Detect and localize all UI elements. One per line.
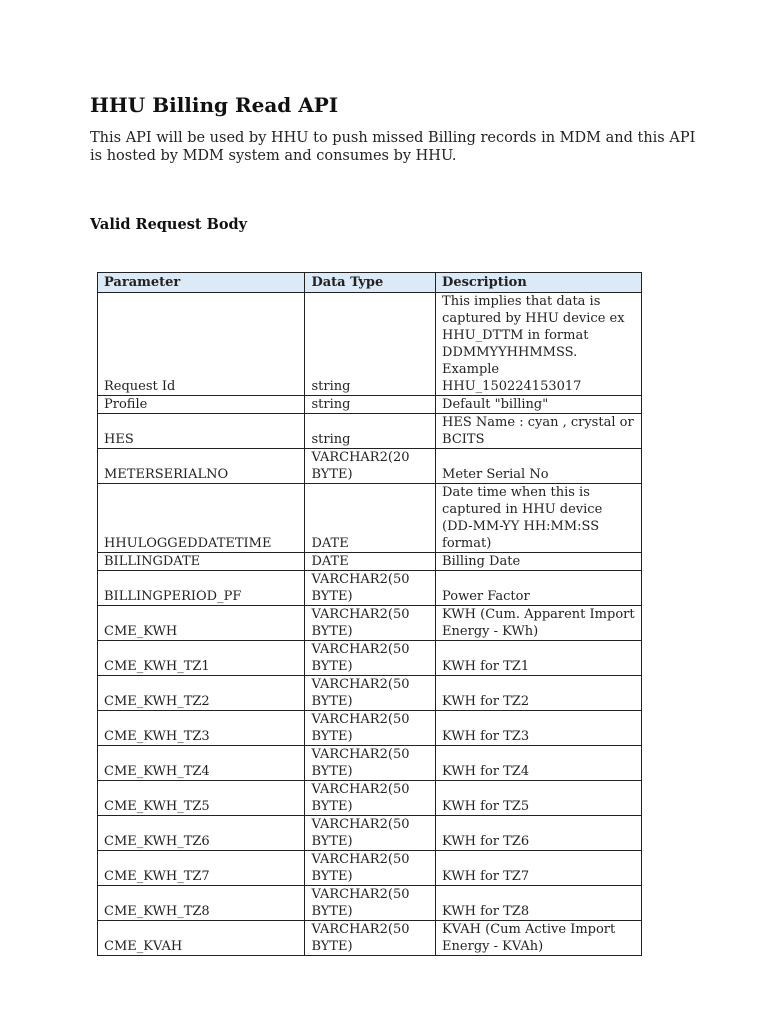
table-row [98, 816, 642, 851]
table-row [98, 851, 642, 886]
description-cell: KWH for TZ8 [436, 886, 642, 921]
table-body [98, 293, 642, 956]
table-row [98, 676, 642, 711]
description-cell: HES Name : cyan , crystal or BCITS [436, 414, 642, 449]
parameter-cell: CME_KWH_TZ5 [98, 781, 305, 816]
parameter-cell: HES [98, 414, 305, 449]
column-header-data-type: Data Type [305, 273, 436, 293]
table-row [98, 921, 642, 956]
parameter-cell: CME_KWH [98, 606, 305, 641]
request-body-table [97, 272, 642, 956]
description-cell: Meter Serial No [436, 449, 642, 484]
parameter-cell: BILLINGDATE [98, 553, 305, 571]
table-row [98, 711, 642, 746]
description-cell: This implies that data is captured by HHU device ex HHU_DTTM in format DDMMYYHHMMSS. Example HHU_150224153017 [436, 293, 642, 396]
table-row [98, 781, 642, 816]
parameter-cell: HHULOGGEDDATETIME [98, 484, 305, 553]
parameter-cell: Request Id [98, 293, 305, 396]
column-header-parameter: Parameter [98, 273, 305, 293]
data-type-cell: VARCHAR2(50 BYTE) [305, 851, 436, 886]
description-cell: Default "billing" [436, 396, 642, 414]
parameter-cell: CME_KVAH [98, 921, 305, 956]
parameter-cell: METERSERIALNO [98, 449, 305, 484]
description-cell: Billing Date [436, 553, 642, 571]
description-cell: KWH (Cum. Apparent Import Energy - KWh) [436, 606, 642, 641]
table-row [98, 449, 642, 484]
data-type-cell: DATE [305, 484, 436, 553]
data-type-cell: string [305, 414, 436, 449]
table-row [98, 553, 642, 571]
parameter-cell: CME_KWH_TZ1 [98, 641, 305, 676]
data-type-cell: string [305, 293, 436, 396]
parameter-cell: BILLINGPERIOD_PF [98, 571, 305, 606]
data-type-cell: VARCHAR2(50 BYTE) [305, 641, 436, 676]
description-cell: KWH for TZ4 [436, 746, 642, 781]
table-row [98, 746, 642, 781]
parameter-cell: CME_KWH_TZ4 [98, 746, 305, 781]
table-row [98, 641, 642, 676]
data-type-cell: VARCHAR2(50 BYTE) [305, 886, 436, 921]
description-cell: KWH for TZ1 [436, 641, 642, 676]
data-type-cell: VARCHAR2(50 BYTE) [305, 746, 436, 781]
description-cell: KWH for TZ2 [436, 676, 642, 711]
parameter-cell: CME_KWH_TZ2 [98, 676, 305, 711]
table-row [98, 484, 642, 553]
table-row [98, 293, 642, 396]
page-title: HHU Billing Read API [90, 93, 339, 117]
parameter-cell: CME_KWH_TZ7 [98, 851, 305, 886]
description-cell: Date time when this is captured in HHU device (DD-MM-YY HH:MM:SS format) [436, 484, 642, 553]
description-cell: KWH for TZ6 [436, 816, 642, 851]
parameter-cell: Profile [98, 396, 305, 414]
table-row [98, 571, 642, 606]
parameter-cell: CME_KWH_TZ3 [98, 711, 305, 746]
data-type-cell: VARCHAR2(50 BYTE) [305, 606, 436, 641]
data-type-cell: VARCHAR2(50 BYTE) [305, 921, 436, 956]
parameter-cell: CME_KWH_TZ8 [98, 886, 305, 921]
table-header-row [98, 273, 642, 293]
description-cell: KWH for TZ5 [436, 781, 642, 816]
data-type-cell: VARCHAR2(50 BYTE) [305, 781, 436, 816]
data-type-cell: VARCHAR2(20 BYTE) [305, 449, 436, 484]
intro-paragraph: This API will be used by HHU to push missed Billing records in MDM and this API is hosted by MDM system and consumes by HHU. [90, 130, 696, 164]
data-type-cell: string [305, 396, 436, 414]
description-cell: KVAH (Cum Active Import Energy - KVAh) [436, 921, 642, 956]
data-type-cell: DATE [305, 553, 436, 571]
table-row [98, 606, 642, 641]
table-row [98, 886, 642, 921]
data-type-cell: VARCHAR2(50 BYTE) [305, 571, 436, 606]
data-type-cell: VARCHAR2(50 BYTE) [305, 816, 436, 851]
parameter-cell: CME_KWH_TZ6 [98, 816, 305, 851]
data-type-cell: VARCHAR2(50 BYTE) [305, 676, 436, 711]
table-row [98, 414, 642, 449]
section-heading: Valid Request Body [90, 216, 248, 233]
description-cell: KWH for TZ7 [436, 851, 642, 886]
description-cell: KWH for TZ3 [436, 711, 642, 746]
description-cell: Power Factor [436, 571, 642, 606]
table-row [98, 396, 642, 414]
data-type-cell: VARCHAR2(50 BYTE) [305, 711, 436, 746]
column-header-description: Description [436, 273, 642, 293]
